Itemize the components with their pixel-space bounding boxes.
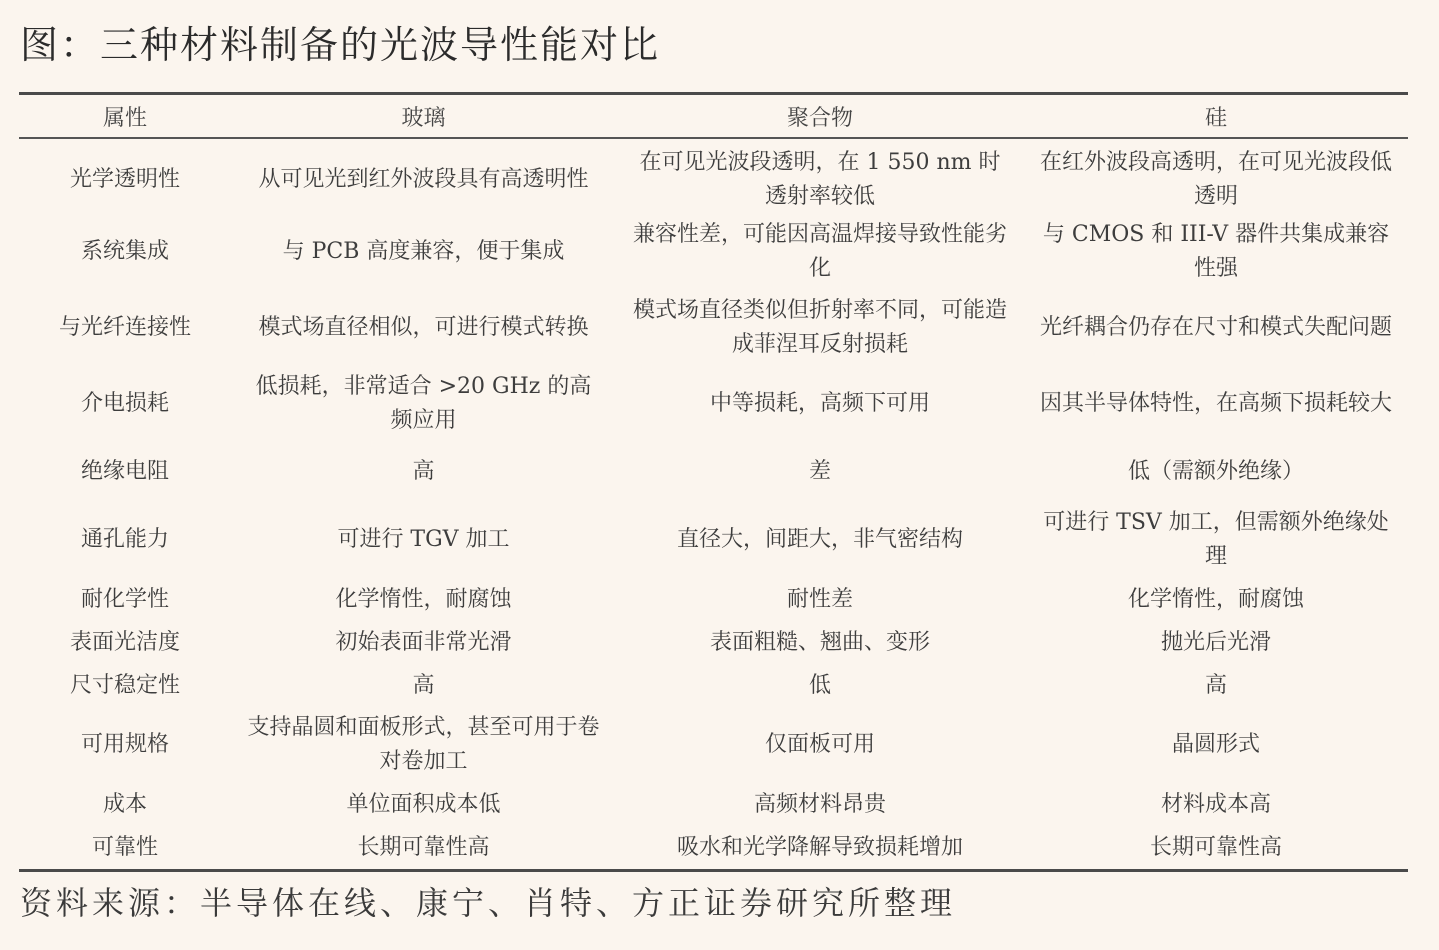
cell-glass: 高 <box>412 672 435 698</box>
source-note: 资料来源：半导体在线、康宁、肖特、方正证券研究所整理 <box>20 884 957 922</box>
cell-polymer: 兼容性差，可能因高温焊接导致性能劣化 <box>632 222 1007 281</box>
table-row <box>19 707 1408 783</box>
row-attribute: 通孔能力 <box>80 527 169 552</box>
cell-silicon: 光纤耦合仍存在尺寸和模式失配问题 <box>1040 315 1393 340</box>
cell-silicon: 与 CMOS 和 III-V 器件共集成兼容性强 <box>1042 222 1390 281</box>
table-row <box>19 783 1408 826</box>
cell-glass: 单位面积成本低 <box>346 791 501 817</box>
cell-glass: 模式场直径相似，可进行模式转换 <box>258 315 589 340</box>
table-row <box>19 442 1408 502</box>
cell-silicon: 因其半导体特性，在高频下损耗较大 <box>1040 391 1393 416</box>
table-row <box>19 826 1408 869</box>
cell-polymer: 高频材料昂贵 <box>753 791 886 817</box>
cell-silicon: 低（需额外绝缘） <box>1127 459 1304 484</box>
table-row <box>19 138 1408 214</box>
table-row <box>19 621 1408 664</box>
cell-polymer: 耐性差 <box>786 586 853 612</box>
cell-silicon: 化学惰性，耐腐蚀 <box>1127 586 1304 612</box>
row-attribute: 系统集成 <box>80 239 169 264</box>
comparison-table <box>19 92 1408 872</box>
header-glass: 玻璃 <box>231 95 616 138</box>
table-header-row <box>19 95 1408 138</box>
cell-polymer: 差 <box>808 459 831 484</box>
cell-silicon: 在红外波段高透明，在可见光波段低透明 <box>1040 149 1393 209</box>
cell-glass: 低损耗，非常适合 >20 GHz 的高频应用 <box>255 374 592 433</box>
table-row <box>19 290 1408 366</box>
row-attribute: 绝缘电阻 <box>80 459 169 484</box>
cell-glass: 长期可靠性高 <box>357 834 490 860</box>
table-row <box>19 214 1408 290</box>
cell-glass: 高 <box>412 459 435 484</box>
cell-polymer: 中等损耗，高频下可用 <box>709 391 930 416</box>
header-attribute: 属性 <box>19 95 231 138</box>
table-row <box>19 502 1408 578</box>
cell-glass: 支持晶圆和面板形式，甚至可用于卷对卷加工 <box>247 715 600 774</box>
row-attribute: 可用规格 <box>80 732 169 757</box>
header-silicon: 硅 <box>1024 95 1408 138</box>
cell-glass: 化学惰性，耐腐蚀 <box>335 586 512 612</box>
row-attribute: 与光纤连接性 <box>58 315 191 340</box>
row-attribute: 表面光洁度 <box>69 629 180 655</box>
row-attribute: 可靠性 <box>91 834 158 860</box>
row-attribute: 介电损耗 <box>80 391 169 416</box>
table-row <box>19 664 1408 707</box>
cell-silicon: 高 <box>1204 672 1227 698</box>
cell-polymer: 表面粗糙、翘曲、变形 <box>709 629 930 655</box>
header-polymer: 聚合物 <box>616 95 1024 138</box>
row-attribute: 耐化学性 <box>80 586 169 612</box>
cell-polymer: 在可见光波段透明，在 1 550 nm 时透射率较低 <box>639 149 1001 209</box>
cell-glass: 初始表面非常光滑 <box>335 629 512 655</box>
row-attribute: 尺寸稳定性 <box>69 672 180 698</box>
cell-polymer: 吸水和光学降解导致损耗增加 <box>676 834 963 860</box>
cell-polymer: 低 <box>808 672 831 698</box>
cell-silicon: 长期可靠性高 <box>1149 834 1282 860</box>
row-attribute: 成本 <box>102 791 147 817</box>
row-attribute: 光学透明性 <box>69 166 180 192</box>
table-row <box>19 366 1408 442</box>
figure-title: 图：三种材料制备的光波导性能对比 <box>20 23 661 67</box>
cell-glass: 可进行 TGV 加工 <box>337 527 510 552</box>
cell-polymer: 仅面板可用 <box>764 732 875 757</box>
cell-glass: 与 PCB 高度兼容，便于集成 <box>282 239 565 264</box>
table-row <box>19 578 1408 621</box>
cell-silicon: 可进行 TSV 加工，但需额外绝缘处理 <box>1043 510 1389 569</box>
cell-silicon: 抛光后光滑 <box>1160 629 1271 655</box>
cell-polymer: 模式场直径类似但折射率不同，可能造成菲涅耳反射损耗 <box>632 298 1007 357</box>
cell-silicon: 材料成本高 <box>1160 791 1271 817</box>
cell-polymer: 直径大，间距大，非气密结构 <box>676 527 963 552</box>
cell-glass: 从可见光到红外波段具有高透明性 <box>258 166 589 192</box>
cell-silicon: 晶圆形式 <box>1171 732 1260 757</box>
